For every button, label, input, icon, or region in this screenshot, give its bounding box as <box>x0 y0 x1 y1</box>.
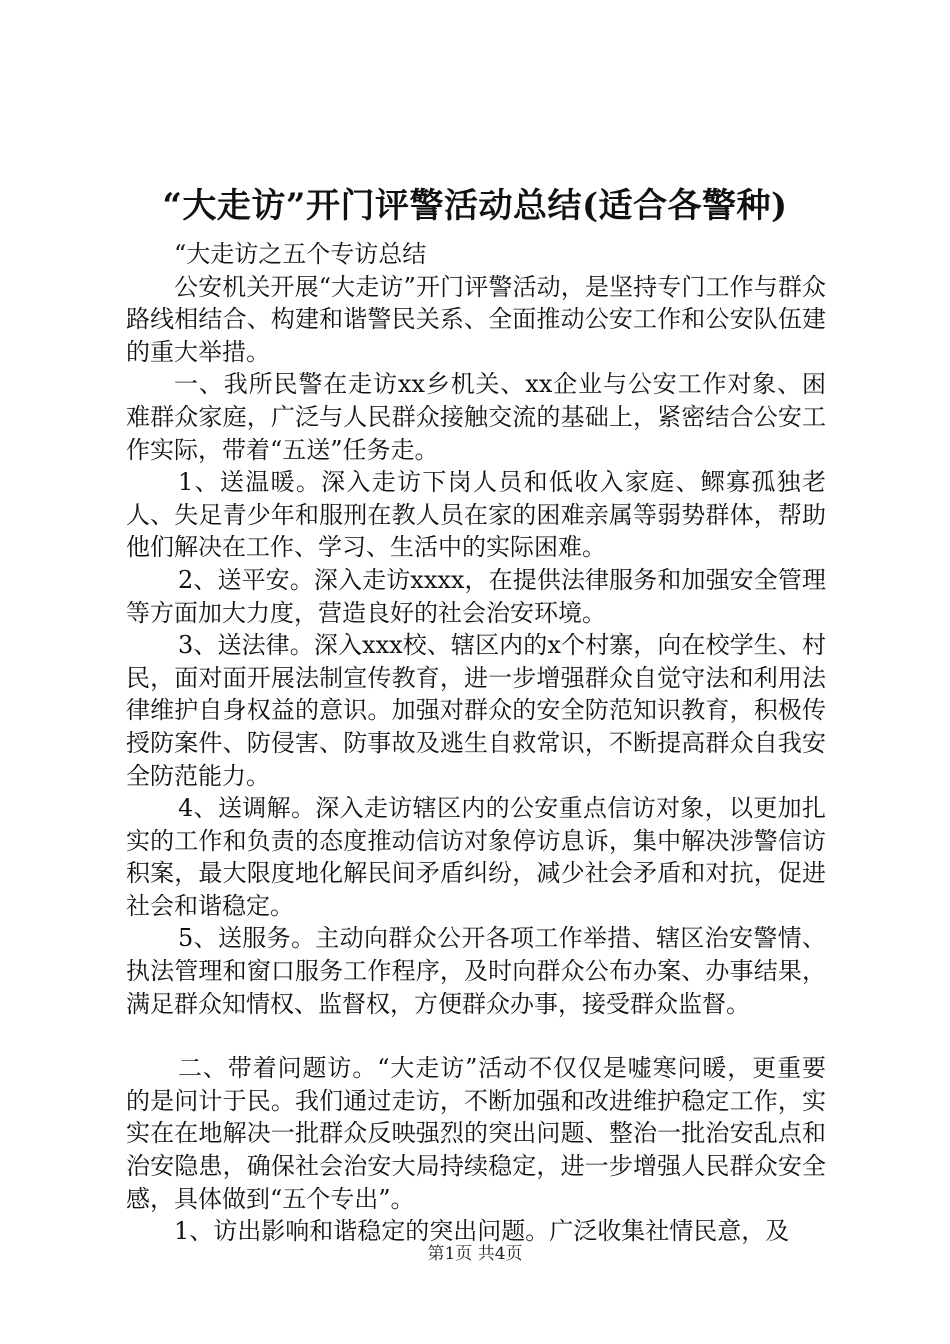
paragraph-section-2: 二、带着问题访。“大走访”活动不仅仅是嘘寒问暖，更重要的是问计于民。我们通过走访，不断加强和改进维护稳定工作，实实在在地解决一批群众反映强烈的突出问题、整治一批治安乱点和治安隐患，确保社会治安大局持续稳定，进一步增强人民群众安全感，具体做到“五个专出”。 <box>126 1054 826 1213</box>
paragraph-item-1: 1、送温暖。深入走访下岗人员和低收入家庭、鳏寡孤独老人、失足青少年和服刑在教人员在家的困难亲属等弱势群体，帮助他们解决在工作、学习、生活中的实际困难。 <box>126 468 826 562</box>
paragraph-gap <box>126 1020 826 1052</box>
paragraph-item-2: 2、送平安。深入走访xxxx，在提供法律服务和加强安全管理等方面加大力度，营造良好的社会治安环境。 <box>126 565 826 627</box>
paragraph-section-2-item-1: 1、访出影响和谐稳定的突出问题。广泛收集社情民意，及 <box>174 1217 790 1246</box>
paragraph-item-4: 4、送调解。深入走访辖区内的公安重点信访对象，以更加扎实的工作和负责的态度推动信访对象停访息诉，集中解决涉警信访积案，最大限度地化解民间矛盾纠纷，减少社会矛盾和对抗，促进社会和谐稳定。 <box>126 794 826 920</box>
paragraph-intro: 公安机关开展“大走访”开门评警活动，是坚持专门工作与群众路线相结合、构建和谐警民关系、全面推动公安工作和公安队伍建的重大举措。 <box>126 272 826 366</box>
paragraph-section-1: 一、我所民警在走访xx乡机关、xx企业与公安工作对象、困难群众家庭，广泛与人民群众接触交流的基础上，紧密结合公安工作实际，带着“五送”任务走。 <box>126 370 826 464</box>
document-title: “大走访”开门评警活动总结(适合各警种) <box>162 186 788 226</box>
document-subtitle: “大走访之五个专访总结 <box>174 240 427 268</box>
paragraph-item-3: 3、送法律。深入xxx校、辖区内的x个村寨，向在校学生、村民，面对面开展法制宣传教育，进一步增强群众自觉守法和利用法律维护自身权益的意识。加强对群众的安全防范知识教育，积极传授防案件、防侵害、防事故及逃生自救常识，不断提高群众自我安全防范能力。 <box>126 631 826 790</box>
document-body <box>126 238 826 1248</box>
page-footer: 第1页 共4页 <box>427 1244 523 1264</box>
paragraph-item-5: 5、送服务。主动向群众公开各项工作举措、辖区治安警情、执法管理和窗口服务工作程序，及时向群众公布办案、办事结果，满足群众知情权、监督权，方便群众办事，接受群众监督。 <box>126 924 826 1018</box>
